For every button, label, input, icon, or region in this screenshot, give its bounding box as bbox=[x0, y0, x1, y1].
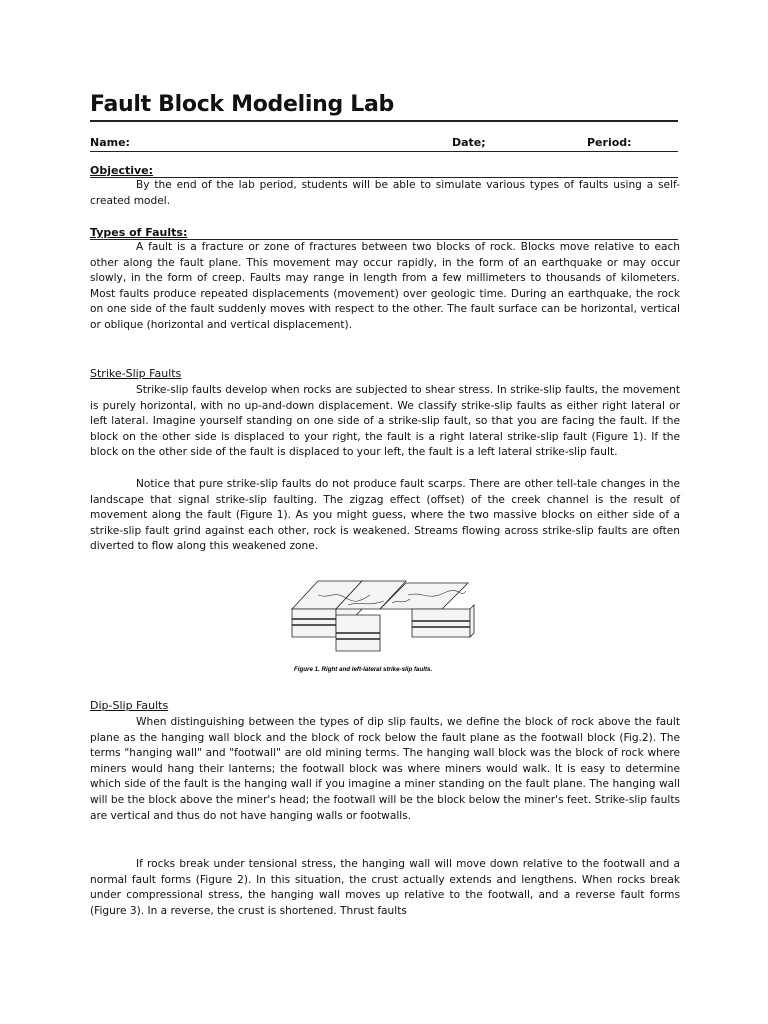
types-of-faults-heading: Types of Faults: bbox=[90, 226, 188, 239]
objective-heading: Objective: bbox=[90, 164, 154, 177]
dip-slip-heading: Dip-Slip Faults bbox=[90, 699, 169, 712]
dip-slip-paragraph-2: If rocks break under tensional stress, the hanging wall will move down relative to the footwall and a normal fault forms (Figure 2). In this situation, the crust actually extends and lengthens. When rocks break under compressional stress, the hanging wall moves up relative to the footwall, and a reverse fault forms (Figure 3). In a reverse, the crust is shortened. Thrust faults bbox=[90, 858, 680, 917]
header-rule bbox=[90, 151, 678, 152]
objective-text: By the end of the lab period, students will be able to simulate various types of faults using a self-created model. bbox=[90, 179, 680, 207]
date-label: Date; bbox=[452, 136, 486, 149]
types-of-faults-text: A fault is a fracture or zone of fractures between two blocks of rock. Blocks move relative to each other along the fault plane. This movement may occur rapidly, in the form of an earthquake or may occur slowly, in the form of creep. Faults may range in length from a few millimeters to thousands of kilometers. Most faults produce repeated displacements (movement) over geologic time. During an earthquake, the rock on one side of the fault suddenly moves with respect to the other. The fault surface can be horizontal, vertical or oblique (horizontal and vertical displacement). bbox=[90, 241, 680, 331]
strike-slip-fault-figure bbox=[288, 575, 478, 679]
strike-slip-paragraph-1: Strike-slip faults develop when rocks are subjected to shear stress. In strike-slip faults, the movement is purely horizontal, with no up-and-down displacement. We classify strike-slip faults as either right lateral or left lateral. Imagine yourself standing on one side of a strike-slip fault, so that you are facing the fault. If the block on the other side is displaced to your right, the fault is a right lateral strike-slip fault (Figure 1). If the block on the other side of the fault is displaced to your left, the fault is a left lateral strike-slip fault. bbox=[90, 384, 680, 459]
title-rule bbox=[90, 120, 678, 122]
strike-slip-paragraph-2: Notice that pure strike-slip faults do not produce fault scarps. There are other tell-tale changes in the landscape that signal strike-slip faulting. The zigzag effect (offset) of the creek channel is the result of movement along the fault (Figure 1). As you might guess, where the two massive blocks on either side of a strike-slip fault grind against each other, rock is weakened. Streams flowing across strike-slip faults are often diverted to flow along this weakened zone. bbox=[90, 478, 680, 553]
strike-slip-heading: Strike-Slip Faults bbox=[90, 367, 182, 380]
page-title: Fault Block Modeling Lab bbox=[90, 92, 394, 117]
period-label: Period: bbox=[587, 136, 632, 149]
figure-caption: Figure 1. Right and left-lateral strike-slip faults. bbox=[294, 666, 433, 673]
dip-slip-paragraph-1: When distinguishing between the types of dip slip faults, we define the block of rock above the fault plane as the hanging wall block and the block of rock below the fault plane as the footwall block (Fig.2). The terms "hanging wall" and "footwall" are old mining terms. The hanging wall block was the block of rock where miners would hang their lanterns; the footwall block was where miners would walk. It is easy to determine which side of the fault is the hanging wall if you imagine a miner standing on the fault plane. The hanging wall will be the block above the miner's head; the footwall will be the block below the miner's feet. Strike-slip faults are vertical and thus do not have hanging walls or footwalls. bbox=[90, 716, 680, 822]
name-label: Name: bbox=[90, 136, 130, 149]
